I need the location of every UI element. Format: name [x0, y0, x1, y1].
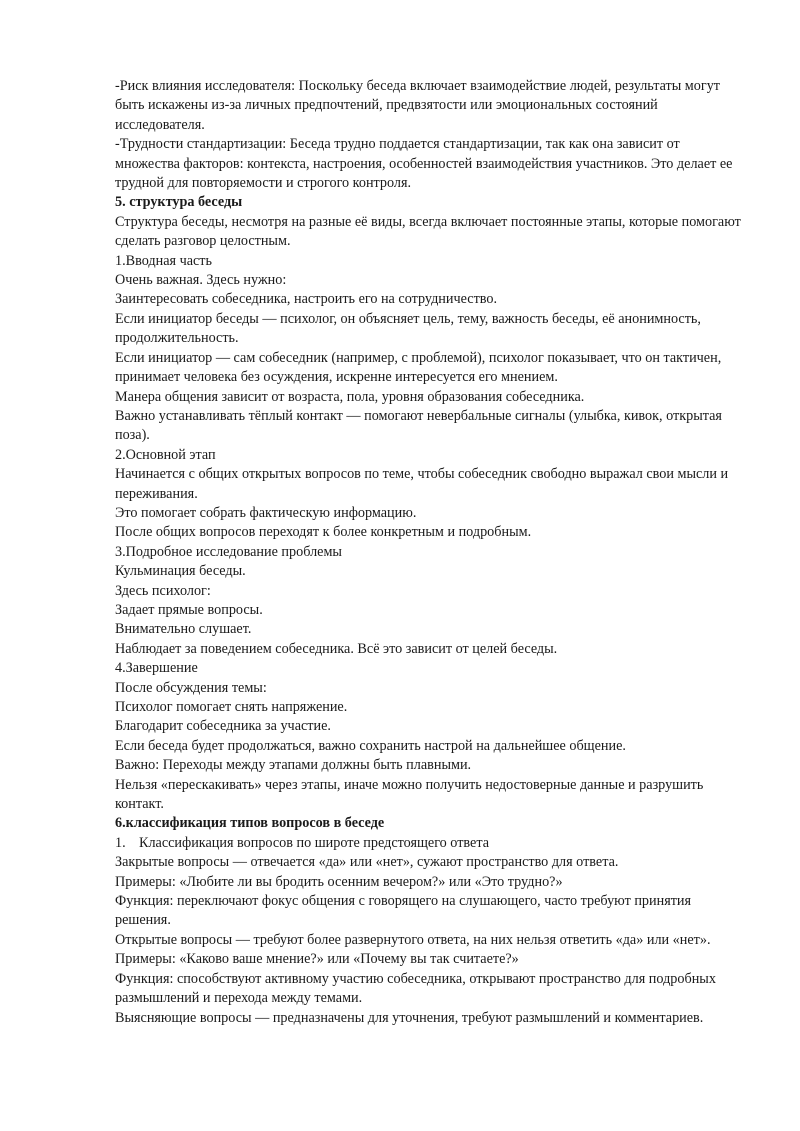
paragraph-line: Нельзя «перескакивать» через этапы, иначе можно получить недостоверные данные и разрушить контакт.: [115, 776, 704, 813]
subheading-main-stage: 2.Основной этап: [115, 446, 216, 463]
paragraph-line: Манера общения зависит от возраста, пола, уровня образования собеседника.: [115, 388, 585, 405]
document-page: [115, 77, 745, 1028]
paragraph-line: Открытые вопросы — требуют более развернутого ответа, на них нельзя ответить «да» или «нет».: [115, 931, 711, 948]
subheading-intro-part: 1.Вводная часть: [115, 252, 212, 269]
paragraph-line: Заинтересовать собеседника, настроить его на сотрудничество.: [115, 291, 498, 308]
paragraph-standardization-difficulty: -Трудности стандартизации: Беседа трудно поддается стандартизации, так как она зависит от множества факторов: контекста, настроения, особенностей взаимодействия участников. Это делает ее трудной для повторяемости и строгого контроля.: [115, 136, 733, 192]
paragraph-structure-intro: Структура беседы, несмотря на разные её виды, всегда включает постоянные этапы, которые помогают сделать разговор целостным.: [115, 213, 741, 250]
paragraph-line: Психолог помогает снять напряжение.: [115, 699, 348, 715]
paragraph-line: Важно: Переходы между этапами должны быть плавными.: [115, 757, 472, 774]
subheading-completion: 4.Завершение: [115, 660, 198, 677]
paragraph-line: Если беседа будет продолжаться, важно сохранить настрой на дальнейшее общение.: [115, 737, 626, 754]
paragraph-line: Начинается с общих открытых вопросов по теме, чтобы собеседник свободно выражал свои мысли и переживания.: [115, 466, 729, 502]
paragraph-line: Наблюдает за поведением собеседника. Всё это зависит от целей беседы.: [115, 640, 558, 657]
paragraph-line: Если инициатор беседы — психолог, он объясняет цель, тему, важность беседы, её анонимность, продолжительность.: [115, 310, 701, 347]
paragraph-line: Если инициатор — сам собеседник (например, с проблемой), психолог показывает, что он тактичен, принимает человека без осуждения, искренне интересуется его мнением.: [115, 349, 722, 386]
paragraph-line: Выясняющие вопросы — предназначены для уточнения, требуют размышлений и комментариев.: [115, 1009, 704, 1026]
paragraph-line: Очень важная. Здесь нужно:: [115, 272, 287, 289]
paragraph-line: Примеры: «Любите ли вы бродить осенним вечером?» или «Это трудно?»: [115, 873, 563, 890]
paragraph-line: Функция: переключают фокус общения с говорящего на слушающего, часто требуют принятия решения.: [115, 893, 692, 929]
paragraph-line: Внимательно слушает.: [115, 621, 252, 638]
paragraph-line: Важно устанавливать тёплый контакт — помогают невербальные сигналы (улыбка, кивок, открытая поза).: [115, 407, 722, 444]
paragraph-line: После общих вопросов переходят к более конкретным и подробным.: [115, 524, 532, 541]
paragraph-line: Функция: способствуют активному участию собеседника, открывают пространство для подробных размышлений и перехода между темами.: [115, 970, 716, 1007]
paragraph-line: Это помогает собрать фактическую информацию.: [115, 504, 417, 521]
section-heading-question-types: 6.классификация типов вопросов в беседе: [115, 815, 385, 832]
paragraph-line: Примеры: «Каково ваше мнение?» или «Почему вы так считаете?»: [115, 951, 519, 968]
section-heading-conversation-structure: 5. структура беседы: [115, 194, 243, 211]
list-number: 1.: [115, 834, 126, 851]
numbered-list-item: [115, 834, 745, 853]
paragraph-line: Закрытые вопросы — отвечается «да» или «нет», сужают пространство для ответа.: [115, 854, 619, 871]
paragraph-line: Здесь психолог:: [115, 582, 211, 599]
list-item-text: Классификация вопросов по широте предстоящего ответа: [139, 834, 489, 851]
paragraph-line: Кульминация беседы.: [115, 563, 246, 580]
subheading-detailed-study: 3.Подробное исследование проблемы: [115, 543, 342, 560]
paragraph-line: После обсуждения темы:: [115, 679, 267, 696]
paragraph-researcher-influence-risk: -Риск влияния исследователя: Поскольку беседа включает взаимодействие людей, результаты могут быть искажены из-за личных предпочтений, предвзятости или эмоциональных состояний исследователя.: [115, 78, 720, 133]
paragraph-line: Благодарит собеседника за участие.: [115, 718, 331, 735]
paragraph-line: Задает прямые вопросы.: [115, 601, 263, 618]
